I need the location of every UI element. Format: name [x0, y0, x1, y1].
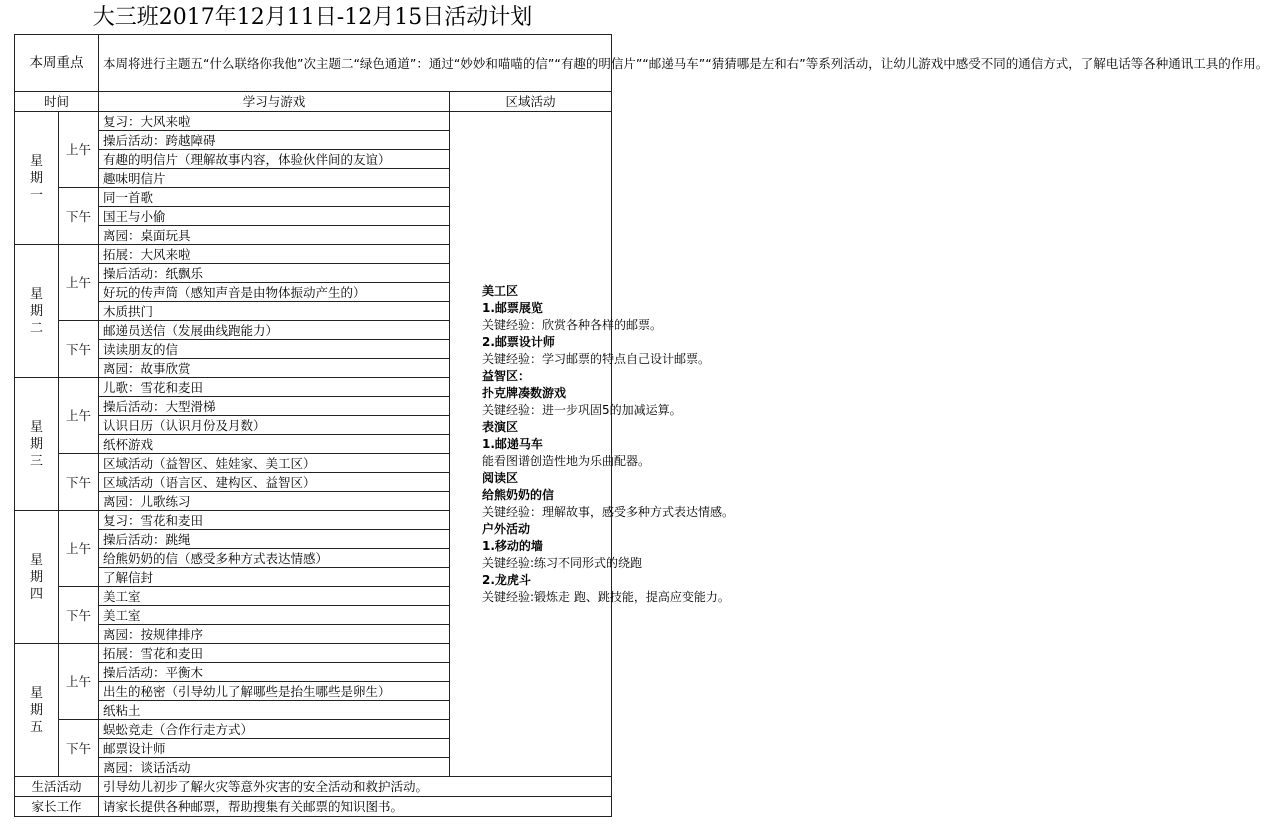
- area-description: 关键经验：欣赏各种各样的邮票。: [482, 317, 663, 332]
- activity-item: 操后活动：跨越障碍: [99, 131, 450, 150]
- day-label-char: 期: [29, 702, 43, 718]
- day-label-char: 星: [29, 552, 43, 568]
- day-label: [15, 112, 59, 245]
- period-pm-label: 下午: [59, 587, 99, 644]
- activity-item: 有趣的明信片（理解故事内容，体验伙伴间的友谊）: [99, 150, 450, 169]
- period-pm-label: 下午: [59, 454, 99, 511]
- area-subtitle: 2.龙虎斗: [482, 572, 531, 587]
- header-learn: 学习与游戏: [99, 92, 450, 112]
- day-label-char: 期: [29, 170, 43, 186]
- activity-item: 美工室: [99, 587, 450, 606]
- activity-item: 纸杯游戏: [99, 435, 450, 454]
- area-subtitle: 1.移动的墙: [482, 538, 543, 553]
- day-label-char: 四: [29, 586, 43, 602]
- day-label-char: 期: [29, 436, 43, 452]
- activity-item: 美工室: [99, 606, 450, 625]
- activity-item: 复习：大风来啦: [99, 112, 450, 131]
- focus-text: 本周将进行主题五“什么联络你我他”次主题二“绿色通道”：通过“妙妙和喵喵的信”“有趣的明信片”“邮递马车”“猜猜哪是左和右”等系列活动，让幼儿游戏中感受不同的通信方式，了解电话等各种通讯工具的作用。: [99, 35, 612, 92]
- life-text: 引导幼儿初步了解火灾等意外灾害的安全活动和救护活动。: [99, 777, 612, 797]
- activity-item: 儿歌：雪花和麦田: [99, 378, 450, 397]
- activity-item: 拓展：大风来啦: [99, 245, 450, 264]
- area-description: 关键经验：理解故事，感受多种方式表达情感。: [482, 504, 735, 519]
- activity-item: 操后活动：纸飘乐: [99, 264, 450, 283]
- day-label-char: 星: [29, 419, 43, 435]
- activity-item: 好玩的传声筒（感知声音是由物体振动产生的）: [99, 283, 450, 302]
- period-pm-label: 下午: [59, 321, 99, 378]
- day-label: [15, 378, 59, 511]
- area-description: 关键经验:锻炼走 跑、跳技能，提高应变能力。: [482, 589, 730, 604]
- parents-label: 家长工作: [15, 797, 99, 817]
- area-description: 能看图谱创造性地为乐曲配器。: [482, 453, 651, 468]
- day-label-char: 二: [29, 320, 43, 336]
- activity-item: 出生的秘密（引导幼儿了解哪些是抬生哪些是卵生）: [99, 682, 450, 701]
- area-heading: 户外活动: [482, 521, 531, 536]
- activity-item: 蜈蚣竞走（合作行走方式）: [99, 720, 450, 739]
- activity-item: 同一首歌: [99, 188, 450, 207]
- header-area: 区域活动: [450, 92, 612, 112]
- activity-item: 操后活动：大型滑梯: [99, 397, 450, 416]
- area-block: [454, 283, 711, 368]
- period-am-label: 上午: [59, 511, 99, 587]
- period-pm-label: 下午: [59, 720, 99, 777]
- area-heading: 表演区: [482, 419, 519, 434]
- page-title: 大三班2017年12月11日-12月15日活动计划: [92, 5, 533, 30]
- header-time: 时间: [15, 92, 99, 112]
- activity-item: 操后活动：跳绳: [99, 530, 450, 549]
- day-label-char: 三: [29, 453, 43, 469]
- activity-item: 离园：桌面玩具: [99, 226, 450, 245]
- activity-item: 邮递员送信（发展曲线跑能力）: [99, 321, 450, 340]
- activity-item: 认识日历（认识月份及月数）: [99, 416, 450, 435]
- activity-plan-table: [14, 34, 1268, 817]
- activity-item: 趣味明信片: [99, 169, 450, 188]
- activity-item: 离园：儿歌练习: [99, 492, 450, 511]
- day-label-char: 五: [29, 719, 43, 735]
- area-description: 关键经验：进一步巩固5的加减运算。: [482, 402, 682, 417]
- activity-item: 邮票设计师: [99, 739, 450, 758]
- area-subtitle: 给熊奶奶的信: [482, 487, 555, 502]
- area-description: 关键经验：学习邮票的特点自己设计邮票。: [482, 351, 711, 366]
- area-block: [454, 368, 682, 419]
- period-am-label: 上午: [59, 112, 99, 188]
- activity-item: 给熊奶奶的信（感受多种方式表达情感）: [99, 549, 450, 568]
- activity-item: 离园：谈话活动: [99, 758, 450, 777]
- activity-item: 区域活动（语言区、建构区、益智区）: [99, 473, 450, 492]
- period-am-label: 上午: [59, 644, 99, 720]
- activity-item: 读读朋友的信: [99, 340, 450, 359]
- period-pm-label: 下午: [59, 188, 99, 245]
- day-label-char: 期: [29, 569, 43, 585]
- area-heading: 益智区：: [482, 368, 531, 383]
- area-block: [454, 419, 651, 470]
- activity-item: 国王与小偷: [99, 207, 450, 226]
- activity-item: 离园：按规律排序: [99, 625, 450, 644]
- activity-item: 纸粘土: [99, 701, 450, 720]
- day-label-char: 一: [29, 187, 43, 203]
- activity-item: 了解信封: [99, 568, 450, 587]
- activity-item: 拓展：雪花和麦田: [99, 644, 450, 663]
- parents-text: 请家长提供各种邮票，帮助搜集有关邮票的知识图书。: [99, 797, 612, 817]
- area-description: 关键经验:练习不同形式的绕跑: [482, 555, 643, 570]
- area-heading: 美工区: [482, 283, 519, 298]
- day-label-char: 星: [29, 153, 43, 169]
- activity-item: 离园：故事欣赏: [99, 359, 450, 378]
- area-block: [454, 470, 735, 521]
- area-subtitle: 2.邮票设计师: [482, 334, 555, 349]
- day-label-char: 期: [29, 303, 43, 319]
- day-label: [15, 511, 59, 644]
- focus-label: 本周重点: [15, 35, 99, 92]
- activity-item: 区域活动（益智区、娃娃家、美工区）: [99, 454, 450, 473]
- day-label: [15, 644, 59, 777]
- area-subtitle: 1.邮票展览: [482, 300, 543, 315]
- activity-item: 木质拱门: [99, 302, 450, 321]
- period-am-label: 上午: [59, 245, 99, 321]
- life-label: 生活活动: [15, 777, 99, 797]
- day-label-char: 星: [29, 286, 43, 302]
- day-label-char: 星: [29, 685, 43, 701]
- area-activities: [450, 112, 735, 777]
- activity-item: 操后活动：平衡木: [99, 663, 450, 682]
- period-am-label: 上午: [59, 378, 99, 454]
- area-subtitle: 扑克牌凑数游戏: [482, 385, 567, 400]
- area-subtitle: 1.邮递马车: [482, 436, 543, 451]
- area-heading: 阅读区: [482, 470, 519, 485]
- day-label: [15, 245, 59, 378]
- activity-item: 复习：雪花和麦田: [99, 511, 450, 530]
- area-block: [454, 521, 730, 606]
